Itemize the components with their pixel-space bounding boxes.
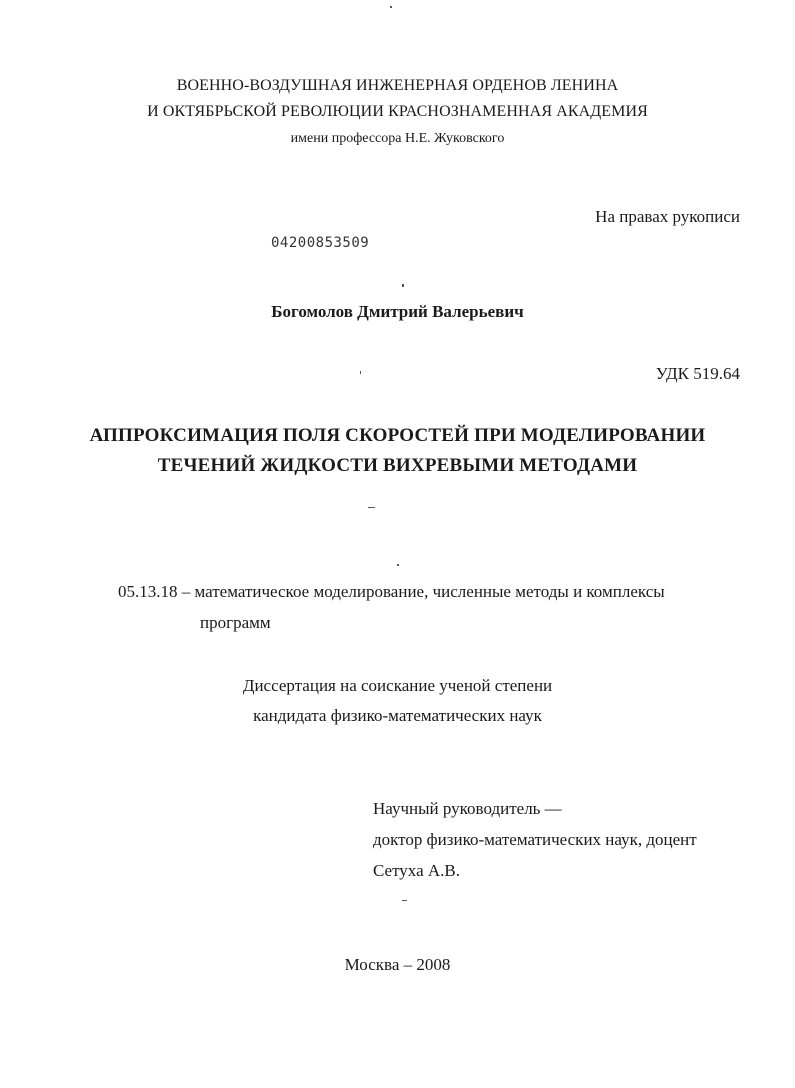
institution-line-1: ВОЕННО-ВОЗДУШНАЯ ИНЖЕНЕРНАЯ ОРДЕНОВ ЛЕНИНА <box>176 77 619 94</box>
degree-line-2: кандидата физико-математических наук <box>253 706 542 725</box>
specialty-line-2: программ <box>200 613 271 632</box>
supervisor-credentials: доктор физико-математических наук, доцент <box>373 830 697 849</box>
registration-number: 04200853509 <box>271 235 370 251</box>
manuscript-rights: На правах рукописи <box>595 207 740 226</box>
scan-speck <box>360 371 361 374</box>
title-line-2: ТЕЧЕНИЙ ЖИДКОСТИ ВИХРЕВЫМИ МЕТОДАМИ <box>157 455 638 476</box>
scan-speck <box>402 284 404 287</box>
specialty-line-1: 05.13.18 – математическое моделирование, численные методы и комплексы <box>118 582 665 601</box>
scan-speck <box>368 507 375 508</box>
institution-line-2: И ОКТЯБРЬСКОЙ РЕВОЛЮЦИИ КРАСНОЗНАМЕННАЯ АКАДЕМИЯ <box>147 103 648 120</box>
author-name: Богомолов Дмитрий Валерьевич <box>271 302 524 321</box>
city-year: Москва – 2008 <box>344 955 451 974</box>
supervisor-name: Сетуха А.В. <box>373 861 460 880</box>
scan-speck <box>390 6 392 8</box>
supervisor-label: Научный руководитель — <box>373 799 562 818</box>
udk-code: УДК 519.64 <box>655 364 740 383</box>
scan-speck <box>397 564 399 566</box>
title-line-1: АППРОКСИМАЦИЯ ПОЛЯ СКОРОСТЕЙ ПРИ МОДЕЛИРОВАНИИ <box>89 425 706 446</box>
institution-line-3: имени профессора Н.Е. Жуковского <box>290 131 505 146</box>
scan-speck <box>402 900 407 901</box>
degree-line-1: Диссертация на соискание ученой степени <box>242 676 553 695</box>
